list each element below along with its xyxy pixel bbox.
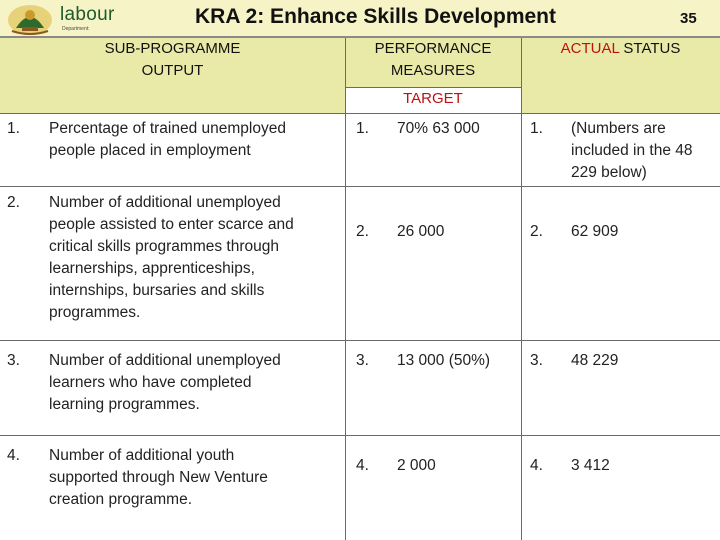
text-line: 62 909 <box>571 223 619 240</box>
row-divider <box>0 113 720 114</box>
target-number: 3. <box>356 352 369 369</box>
text-line: learning programmes. <box>49 396 200 413</box>
actual-value <box>571 118 693 184</box>
column-header-actual-status <box>521 38 720 60</box>
header-status-word: STATUS <box>623 40 681 57</box>
header-line: SUB-PROGRAMME <box>104 40 241 57</box>
header-line: PERFORMANCE <box>374 40 492 57</box>
target-value: 70% 63 000 <box>397 120 480 137</box>
text-line: critical skills programmes through <box>49 238 279 255</box>
text-line: supported through New Venture <box>49 469 268 486</box>
text-line: 229 below) <box>571 164 647 181</box>
text-line: learners who have completed <box>49 374 252 391</box>
row-number: 3. <box>7 352 20 369</box>
logo-wordmark: labour <box>60 4 115 25</box>
target-number: 4. <box>356 457 369 474</box>
target-value: 2 000 <box>397 457 436 474</box>
actual-number: 4. <box>530 457 543 474</box>
column-header-sub-programme <box>0 38 345 82</box>
department-logo <box>2 1 162 37</box>
column-header-target: TARGET <box>403 90 463 107</box>
text-line: programmes. <box>49 304 141 321</box>
logo-subtitle: Department: <box>62 26 90 32</box>
text-line: learnerships, apprenticeships, <box>49 260 255 277</box>
text-line: people placed in employment <box>49 142 251 159</box>
actual-value <box>571 221 618 243</box>
row-divider <box>0 186 720 187</box>
column-header-performance <box>345 38 521 82</box>
coat-of-arms-icon <box>2 1 58 37</box>
text-line: Number of additional unemployed <box>49 352 281 369</box>
header-line: OUTPUT <box>141 62 204 79</box>
text-line: 48 229 <box>571 352 619 369</box>
target-number: 2. <box>356 223 369 240</box>
text-line: Number of additional youth <box>49 447 235 464</box>
text-line: included in the 48 <box>571 142 693 159</box>
output-description <box>49 445 268 511</box>
text-line: Number of additional unemployed <box>49 194 281 211</box>
target-number: 1. <box>356 120 369 137</box>
row-divider <box>0 435 720 436</box>
actual-number: 1. <box>530 120 543 137</box>
actual-number: 3. <box>530 352 543 369</box>
target-value: 13 000 (50%) <box>397 352 491 369</box>
actual-value <box>571 350 618 372</box>
text-line: people assisted to enter scarce and <box>49 216 294 233</box>
output-description <box>49 192 294 324</box>
row-number: 1. <box>7 120 20 137</box>
text-line: creation programme. <box>49 491 193 508</box>
row-number: 2. <box>7 194 20 211</box>
text-line: Percentage of trained unemployed <box>49 120 286 137</box>
output-description <box>49 118 286 162</box>
actual-value <box>571 455 610 477</box>
row-divider <box>0 340 720 341</box>
actual-number: 2. <box>530 223 543 240</box>
title-bar <box>0 0 720 38</box>
header-actual-word: ACTUAL <box>560 40 620 57</box>
text-line: internships, bursaries and skills <box>49 282 265 299</box>
page-title: KRA 2: Enhance Skills Development <box>195 5 556 28</box>
slide-number: 35 <box>680 10 697 27</box>
target-value: 26 000 <box>397 223 445 240</box>
text-line: (Numbers are <box>571 120 666 137</box>
header-line: MEASURES <box>390 62 476 79</box>
text-line: 3 412 <box>571 457 610 474</box>
row-number: 4. <box>7 447 20 464</box>
output-description <box>49 350 281 416</box>
